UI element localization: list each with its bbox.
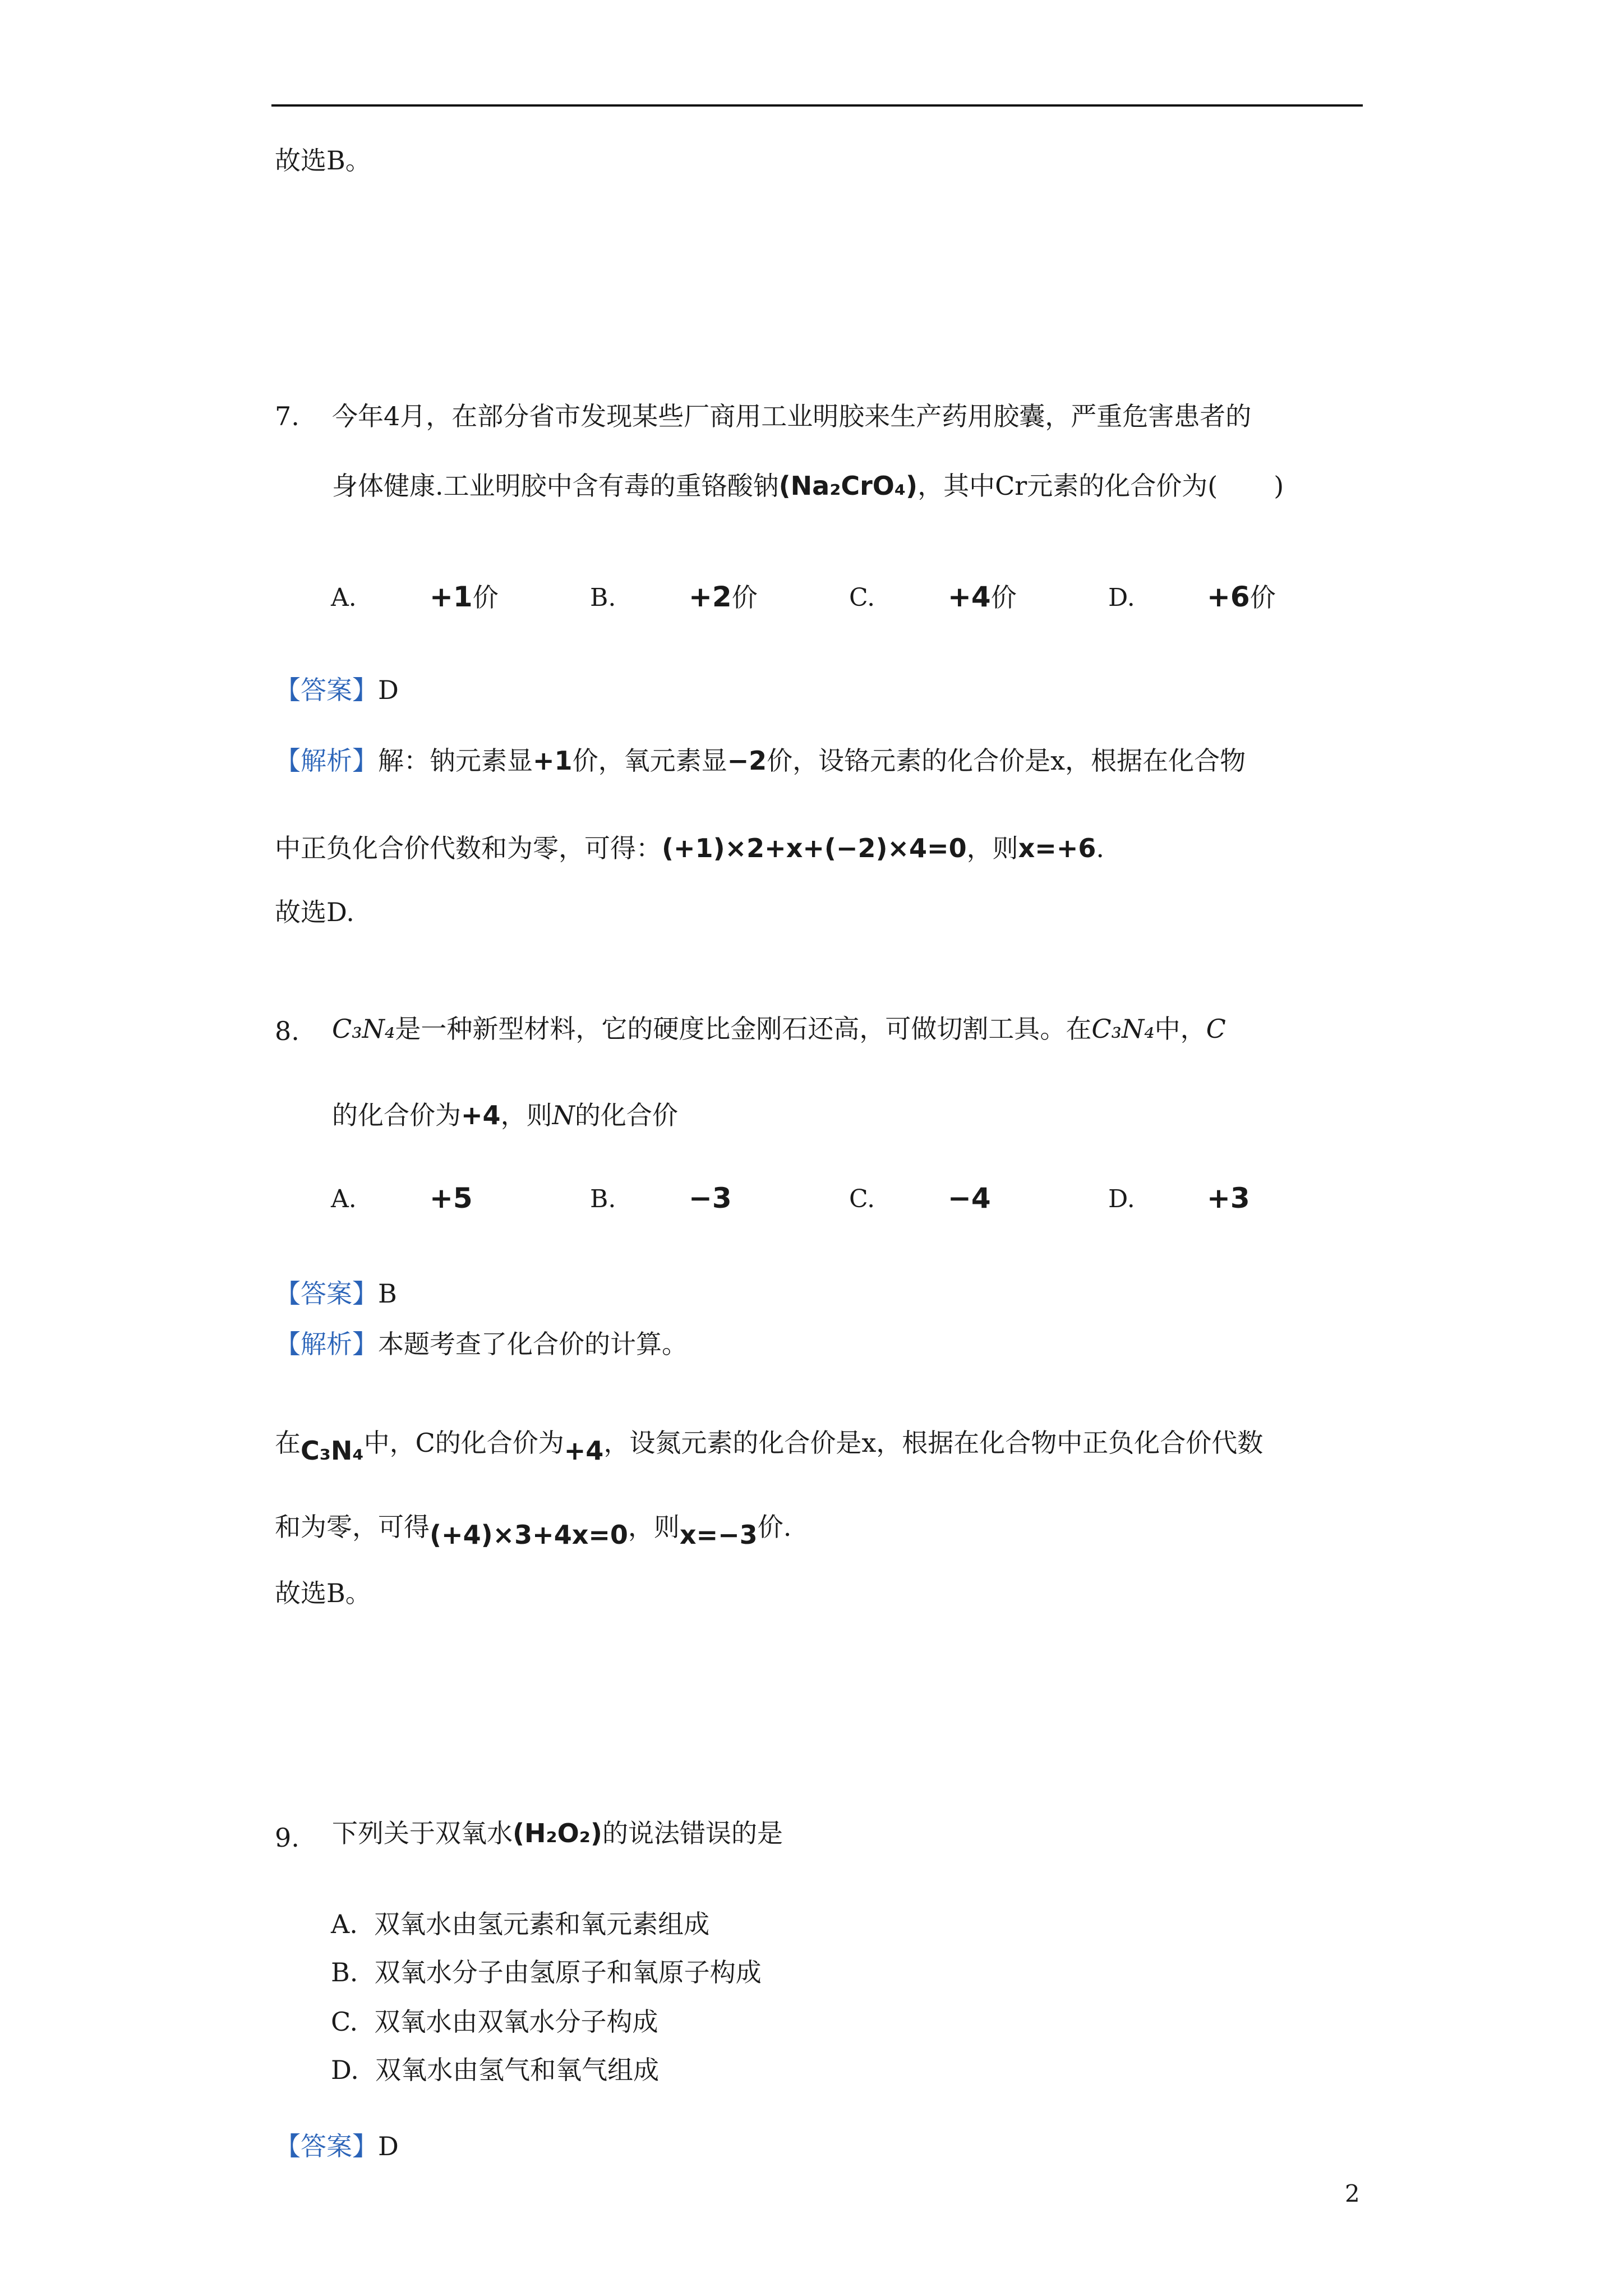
q7-paren-close: ) bbox=[1274, 471, 1284, 501]
q9-option-b bbox=[331, 1955, 762, 1989]
q8-formula-repeat: C₃N₄ bbox=[1091, 1014, 1155, 1044]
q7-analysis-line1 bbox=[275, 744, 1246, 777]
q7-option-a-letter: A. bbox=[331, 583, 357, 612]
q8-line2 bbox=[332, 1098, 678, 1132]
q8-analysis-line1 bbox=[275, 1426, 1264, 1466]
q8-line1-text-b: 中， bbox=[1154, 1014, 1206, 1044]
q7-option-b-value bbox=[689, 580, 758, 614]
q8-a1-value: +4 bbox=[564, 1435, 604, 1466]
q7-answer bbox=[275, 673, 399, 707]
q9-option-a bbox=[331, 1907, 709, 1941]
q8-line2-text-b: ，则 bbox=[500, 1100, 552, 1130]
q8-answer-value: B bbox=[378, 1278, 397, 1309]
q9-option-c bbox=[331, 2005, 658, 2039]
q8-analysis-tag: 【解析】 bbox=[275, 1329, 378, 1359]
q7-option-b-letter: B. bbox=[590, 583, 616, 612]
q7-analysis2-text-b: ，则 bbox=[966, 833, 1018, 863]
q8-option-a-value: +5 bbox=[430, 1182, 473, 1214]
q8-a2-text-c: 价. bbox=[757, 1512, 792, 1542]
q8-option-b-value: −3 bbox=[689, 1182, 732, 1214]
q8-nitrogen-symbol: N bbox=[552, 1100, 575, 1130]
q7-option-c-letter: C. bbox=[849, 583, 875, 612]
q8-conclusion: 故选B。 bbox=[275, 1578, 371, 1608]
q8-a1-text: 在 bbox=[275, 1428, 301, 1458]
q8-a1-formula: C₃N₄ bbox=[301, 1435, 364, 1466]
q7-number: 7. bbox=[275, 401, 299, 431]
q8-line1 bbox=[332, 1012, 1226, 1046]
q9-option-c-letter: C. bbox=[331, 2007, 358, 2037]
header-rule bbox=[271, 104, 1363, 107]
q7-option-d-value bbox=[1207, 580, 1276, 614]
q9-answer-tag: 【答案】 bbox=[275, 2131, 378, 2161]
q8-line1-text: 是一种新型材料，它的硬度比金刚石还高，可做切割工具。在 bbox=[395, 1014, 1092, 1044]
q7-analysis-sodium-value: +1 bbox=[533, 746, 573, 776]
q7-line2 bbox=[332, 469, 1284, 503]
q8-answer-tag: 【答案】 bbox=[275, 1278, 378, 1309]
q9-answer bbox=[275, 2129, 399, 2163]
q8-a1-text-b: 中，C的化合价为 bbox=[363, 1428, 564, 1458]
q7-analysis-oxygen-value: −2 bbox=[727, 746, 767, 776]
q7-analysis-line2 bbox=[275, 831, 1104, 865]
page-number: 2 bbox=[1345, 2180, 1360, 2207]
q9-number: 9. bbox=[275, 1823, 299, 1853]
q9-answer-value: D bbox=[378, 2131, 399, 2161]
q7-option-a-value bbox=[430, 580, 499, 614]
q8-carbon-value: +4 bbox=[461, 1100, 501, 1130]
q7-analysis2-period: . bbox=[1096, 833, 1104, 863]
q7-option-c-unit: 价 bbox=[990, 582, 1017, 613]
q7-result: x=+6 bbox=[1018, 833, 1096, 863]
q8-option-d-value: +3 bbox=[1207, 1182, 1250, 1214]
q8-a2-result: x=−3 bbox=[679, 1520, 758, 1550]
q7-option-b-unit: 价 bbox=[731, 582, 758, 613]
q8-option-b-letter: B. bbox=[590, 1185, 616, 1213]
q9-formula: (H₂O₂) bbox=[513, 1818, 602, 1848]
q7-analysis-text: 解：钠元素显 bbox=[378, 746, 533, 776]
q9-line1 bbox=[332, 1816, 783, 1850]
q8-option-c-value: −4 bbox=[948, 1182, 991, 1214]
q9-line1-text: 下列关于双氧水 bbox=[332, 1818, 513, 1848]
q8-a2-equation: (+4)×3+4x=0 bbox=[430, 1520, 628, 1550]
q7-option-b-num: +2 bbox=[689, 581, 732, 613]
q9-option-a-letter: A. bbox=[331, 1909, 358, 1939]
q7-analysis-tag: 【解析】 bbox=[275, 746, 378, 776]
q7-line2-text: 身体健康.工业明胶中含有毒的重铬酸钠 bbox=[332, 471, 779, 501]
q8-a2-text: 和为零，可得 bbox=[275, 1512, 430, 1542]
q8-number: 8. bbox=[275, 1016, 299, 1046]
q7-line2-text-b: ，其中Cr元素的化合价为( bbox=[917, 471, 1218, 501]
q9-option-c-text: 双氧水由双氧水分子构成 bbox=[374, 2007, 658, 2037]
q7-option-c-value bbox=[948, 580, 1017, 614]
q7-answer-value: D bbox=[378, 675, 399, 705]
q9-option-d bbox=[331, 2053, 659, 2087]
q8-option-a-letter: A. bbox=[331, 1185, 357, 1213]
q8-analysis-line2 bbox=[275, 1510, 792, 1550]
q7-option-a-num: +1 bbox=[430, 581, 473, 613]
q7-analysis2-text: 中正负化合价代数和为零，可得： bbox=[275, 833, 662, 863]
q9-option-d-text: 双氧水由氢气和氧气组成 bbox=[375, 2055, 660, 2085]
q7-line1: 今年4月，在部分省市发现某些厂商用工业明胶来生产药用胶囊，严重危害患者的 bbox=[332, 401, 1252, 431]
q8-line2-text: 的化合价为 bbox=[332, 1100, 461, 1130]
q8-option-c-letter: C. bbox=[849, 1185, 875, 1213]
previous-conclusion: 故选B。 bbox=[275, 145, 371, 176]
q7-option-a-unit: 价 bbox=[472, 582, 499, 613]
q8-carbon-symbol: C bbox=[1206, 1014, 1226, 1044]
q7-option-d-num: +6 bbox=[1207, 581, 1250, 613]
q8-analysis-intro-text: 本题考查了化合价的计算。 bbox=[378, 1329, 688, 1359]
q7-analysis-text-c: 价，设铬元素的化合价是x，根据在化合物 bbox=[767, 746, 1246, 776]
q9-line1-text-b: 的说法错误的是 bbox=[602, 1818, 783, 1848]
q9-option-d-letter: D. bbox=[331, 2055, 359, 2085]
q7-conclusion: 故选D. bbox=[275, 897, 354, 927]
q7-option-c-num: +4 bbox=[948, 581, 991, 613]
q8-a1-text-c: ，设氮元素的化合价是x，根据在化合物中正负化合价代数 bbox=[603, 1428, 1264, 1458]
q9-option-b-text: 双氧水分子由氢原子和氧原子构成 bbox=[374, 1957, 762, 1987]
q9-option-a-text: 双氧水由氢元素和氧元素组成 bbox=[374, 1909, 710, 1939]
q8-a2-text-b: ，则 bbox=[628, 1512, 680, 1542]
q7-option-d-letter: D. bbox=[1108, 583, 1135, 612]
q7-analysis-text-b: 价，氧元素显 bbox=[572, 746, 727, 776]
q7-equation: (+1)×2+x+(−2)×4=0 bbox=[662, 833, 967, 863]
q8-formula: C₃N₄ bbox=[332, 1014, 395, 1044]
q8-option-d-letter: D. bbox=[1108, 1185, 1135, 1213]
q7-option-d-unit: 价 bbox=[1249, 582, 1276, 613]
q9-option-b-letter: B. bbox=[331, 1957, 358, 1987]
q7-formula: (Na₂CrO₄) bbox=[778, 471, 918, 501]
q8-analysis-intro bbox=[275, 1327, 688, 1361]
q8-answer bbox=[275, 1277, 397, 1310]
q8-line2-text-c: 的化合价 bbox=[574, 1100, 678, 1130]
q7-answer-tag: 【答案】 bbox=[275, 675, 378, 705]
